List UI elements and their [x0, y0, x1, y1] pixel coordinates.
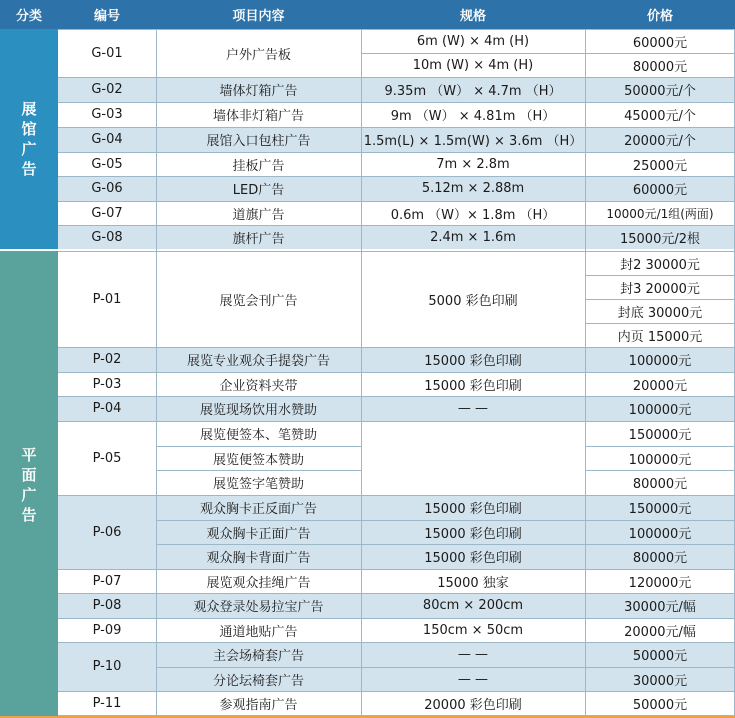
category-glyph: 平: [21, 445, 37, 464]
price-cell: 100000元: [585, 446, 735, 470]
spec-cell: 1.5m(L) × 1.5m(W) × 3.6m （H）: [361, 127, 585, 152]
header-spec: 规格: [361, 0, 585, 29]
code-cell: P-06: [58, 495, 156, 569]
spec-cell: — —: [361, 642, 585, 667]
spec-cell: 9.35m （W） × 4.7m （H）: [361, 77, 585, 102]
price-cell: 60000元: [585, 176, 735, 201]
price-cell: 80000元: [585, 470, 735, 495]
grid-line: [58, 691, 735, 692]
item-cell: 展览会刊广告: [156, 251, 361, 347]
spec-cell: 150cm × 50cm: [361, 618, 585, 642]
price-cell: 60000元: [585, 29, 735, 53]
grid-line: [585, 275, 735, 276]
price-cell: 100000元: [585, 396, 735, 421]
spec-cell: 2.4m × 1.6m: [361, 225, 585, 249]
spec-cell: 0.6m （W）× 1.8m （H）: [361, 201, 585, 225]
header-code: 编号: [58, 0, 156, 29]
item-cell: 展览签字笔赞助: [156, 470, 361, 495]
price-cell: 内页 15000元: [585, 323, 735, 347]
item-cell: 墙体灯箱广告: [156, 77, 361, 102]
grid-line: [58, 152, 735, 153]
code-cell: G-06: [58, 176, 156, 201]
spec-cell: 15000 彩色印刷: [361, 372, 585, 396]
price-cell: 10000元/1组(两面): [585, 201, 735, 225]
price-cell: 100000元: [585, 520, 735, 544]
category-glyph: 展: [21, 100, 37, 118]
category-glyph: 馆: [21, 120, 37, 138]
price-cell: 50000元/个: [585, 77, 735, 102]
grid-line: [58, 421, 735, 422]
spec-cell: 15000 彩色印刷: [361, 347, 585, 372]
item-cell: 道旗广告: [156, 201, 361, 225]
item-cell: 观众登录处易拉宝广告: [156, 593, 361, 618]
grid-line: [585, 470, 735, 471]
price-cell: 15000元/2根: [585, 225, 735, 249]
item-cell: 主会场椅套广告: [156, 642, 361, 667]
item-cell: 旗杆广告: [156, 225, 361, 249]
grid-line: [58, 495, 735, 496]
grid-line: [58, 251, 735, 252]
grid-line: [58, 372, 735, 373]
item-cell: 展览便签本赞助: [156, 446, 361, 470]
grid-line: [361, 29, 362, 716]
code-cell: P-10: [58, 642, 156, 691]
grid-line: [156, 520, 735, 521]
price-cell: 100000元: [585, 347, 735, 372]
price-cell: 30000元: [585, 667, 735, 691]
price-cell: 30000元/幅: [585, 593, 735, 618]
category-glyph: 告: [21, 505, 37, 524]
item-cell: 参观指南广告: [156, 691, 361, 715]
grid-line: [58, 593, 735, 594]
price-cell: 120000元: [585, 569, 735, 593]
price-cell: 50000元: [585, 691, 735, 715]
item-cell: LED广告: [156, 176, 361, 201]
item-cell: 通道地贴广告: [156, 618, 361, 642]
grid-line: [58, 176, 735, 177]
spec-cell: 15000 独家: [361, 569, 585, 593]
grid-line: [585, 299, 735, 300]
item-cell: 展览便签本、笔赞助: [156, 421, 361, 446]
price-cell: 封3 20000元: [585, 275, 735, 299]
code-cell: G-05: [58, 152, 156, 176]
code-cell: G-01: [58, 29, 156, 77]
spec-cell: — —: [361, 396, 585, 421]
price-cell: 20000元: [585, 372, 735, 396]
category-glyph: 告: [21, 160, 37, 178]
grid-line: [58, 29, 735, 30]
grid-line: [58, 127, 735, 128]
spec-cell: — —: [361, 667, 585, 691]
grid-line: [361, 53, 735, 54]
spec-cell: 7m × 2.8m: [361, 152, 585, 176]
grid-line: [58, 201, 735, 202]
header-price: 价格: [585, 0, 735, 29]
code-cell: P-02: [58, 347, 156, 372]
code-cell: G-03: [58, 102, 156, 127]
code-cell: G-07: [58, 201, 156, 225]
spec-cell: [361, 421, 585, 495]
header-item: 项目内容: [156, 0, 361, 29]
price-cell: 150000元: [585, 495, 735, 520]
grid-line: [585, 323, 735, 324]
grid-line: [58, 618, 735, 619]
grid-line: [58, 396, 735, 397]
price-cell: 80000元: [585, 544, 735, 569]
item-cell: 企业资料夹带: [156, 372, 361, 396]
grid-line: [585, 29, 586, 716]
grid-line: [585, 446, 735, 447]
category-venue-ads: [0, 29, 58, 249]
category-glyph: 广: [21, 140, 37, 158]
code-cell: P-11: [58, 691, 156, 715]
grid-line: [156, 667, 735, 668]
code-cell: P-05: [58, 421, 156, 495]
spec-cell: 5000 彩色印刷: [361, 251, 585, 347]
item-cell: 展览专业观众手提袋广告: [156, 347, 361, 372]
code-cell: P-08: [58, 593, 156, 618]
code-cell: P-03: [58, 372, 156, 396]
category-glyph: 广: [21, 485, 37, 504]
spec-cell: 20000 彩色印刷: [361, 691, 585, 715]
item-cell: 墙体非灯箱广告: [156, 102, 361, 127]
grid-line: [58, 225, 735, 226]
grid-line: [156, 470, 361, 471]
price-cell: 50000元: [585, 642, 735, 667]
grid-line: [58, 102, 735, 103]
price-cell: 150000元: [585, 421, 735, 446]
price-cell: 80000元: [585, 53, 735, 77]
code-cell: G-08: [58, 225, 156, 249]
grid-line: [156, 544, 735, 545]
grid-line: [58, 569, 735, 570]
item-cell: 分论坛椅套广告: [156, 667, 361, 691]
header-category: 分类: [0, 0, 58, 29]
spec-cell: 15000 彩色印刷: [361, 495, 585, 520]
price-cell: 封底 30000元: [585, 299, 735, 323]
price-cell: 封2 30000元: [585, 251, 735, 275]
spec-cell: 6m (W) × 4m (H): [361, 29, 585, 53]
item-cell: 挂板广告: [156, 152, 361, 176]
price-cell: 25000元: [585, 152, 735, 176]
spec-cell: 9m （W） × 4.81m （H）: [361, 102, 585, 127]
code-cell: G-02: [58, 77, 156, 102]
grid-line: [58, 347, 735, 348]
category-glyph: 面: [21, 465, 37, 484]
grid-line: [156, 446, 361, 447]
price-cell: 20000元/幅: [585, 618, 735, 642]
item-cell: 展览现场饮用水赞助: [156, 396, 361, 421]
grid-line: [58, 77, 735, 78]
item-cell: 展馆入口包柱广告: [156, 127, 361, 152]
item-cell: 观众胸卡正面广告: [156, 520, 361, 544]
code-cell: P-07: [58, 569, 156, 593]
spec-cell: 10m (W) × 4m (H): [361, 53, 585, 77]
spec-cell: 80cm × 200cm: [361, 593, 585, 618]
spec-cell: 15000 彩色印刷: [361, 544, 585, 569]
code-cell: P-01: [58, 251, 156, 347]
item-cell: 展览观众挂绳广告: [156, 569, 361, 593]
grid-line: [58, 642, 735, 643]
spec-cell: 5.12m × 2.88m: [361, 176, 585, 201]
grid-line: [156, 29, 157, 716]
code-cell: G-04: [58, 127, 156, 152]
price-cell: 45000元/个: [585, 102, 735, 127]
item-cell: 观众胸卡背面广告: [156, 544, 361, 569]
code-cell: P-09: [58, 618, 156, 642]
price-cell: 20000元/个: [585, 127, 735, 152]
item-cell: 户外广告板: [156, 29, 361, 77]
category-print-ads: [0, 251, 58, 718]
code-cell: P-04: [58, 396, 156, 421]
item-cell: 观众胸卡正反面广告: [156, 495, 361, 520]
spec-cell: 15000 彩色印刷: [361, 520, 585, 544]
